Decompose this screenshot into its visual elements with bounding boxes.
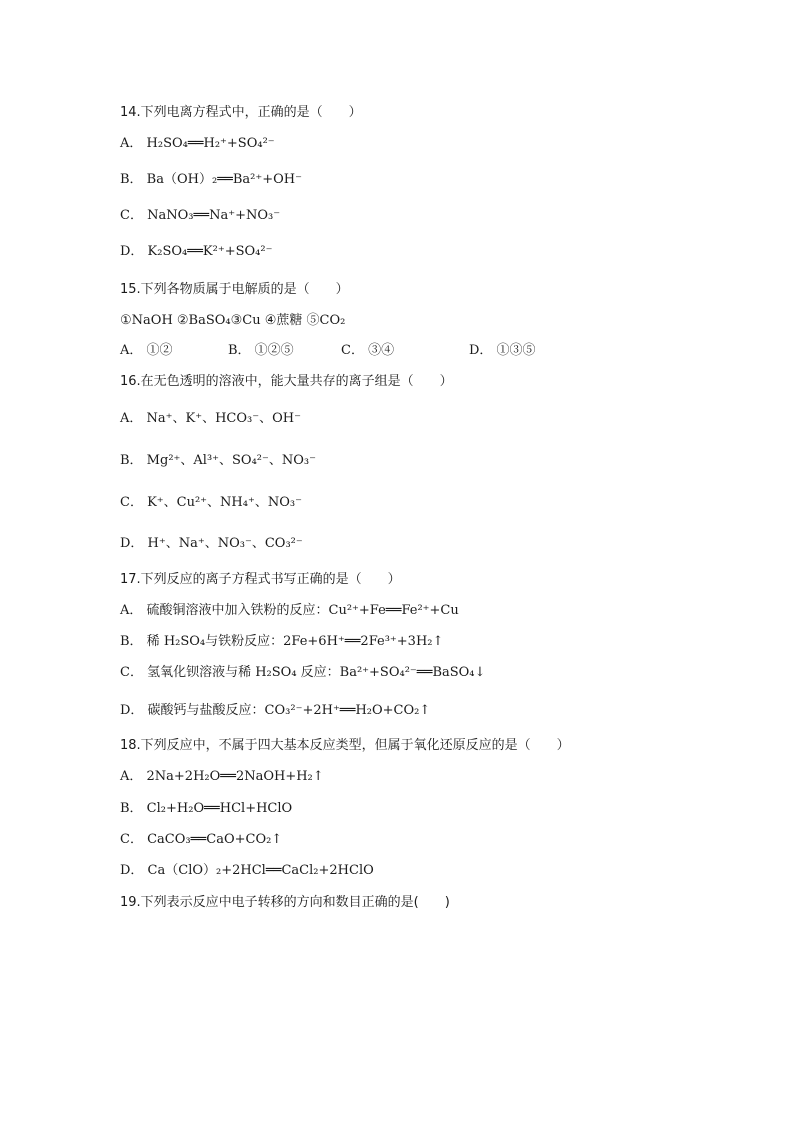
q18-option-d: D． Ca（ClO）₂+2HCl══CaCl₂+2HClO [120,863,374,878]
q17-option-b: B． 稀 H₂SO₄与铁粉反应：2Fe+6H⁺══2Fe³⁺+3H₂↑ [120,634,444,649]
q17-option-c: C． 氢氧化钡溶液与稀 H₂SO₄ 反应：Ba²⁺+SO₄²⁻══BaSO₄↓ [120,665,486,680]
q15-option-a: A． ①② [120,343,173,358]
q14-option-b: B． Ba（OH）₂══Ba²⁺+OH⁻ [120,172,302,187]
q18-option-b: B． Cl₂+H₂O══HCl+HClO [120,801,293,816]
q16-option-d: D． H⁺、Na⁺、NO₃⁻、CO₃²⁻ [120,536,303,551]
q19-stem: 19.下列表示反应中电子转移的方向和数目正确的是( ) [120,895,450,910]
q15-option-b: B． ①②⑤ [228,343,294,358]
q18-option-c: C． CaCO₃══CaO+CO₂↑ [120,832,283,847]
q17-option-a: A． 硫酸铜溶液中加入铁粉的反应：Cu²⁺+Fe══Fe²⁺+Cu [120,603,459,618]
q16-stem: 16.在无色透明的溶液中，能大量共存的离子组是（ ） [120,374,453,389]
q15-option-d: D． ①③⑤ [469,343,536,358]
q16-option-a: A． Na⁺、K⁺、HCO₃⁻、OH⁻ [120,411,301,426]
q14-option-c: C． NaNO₃══Na⁺+NO₃⁻ [120,208,281,223]
q14-stem: 14.下列电离方程式中，正确的是（ ） [120,105,362,120]
q15-items: ①NaOH ②BaSO₄③Cu ④蔗糖 ⑤CO₂ [120,313,346,328]
q18-stem: 18.下列反应中，不属于四大基本反应类型，但属于氧化还原反应的是（ ） [120,738,570,753]
q16-option-c: C． K⁺、Cu²⁺、NH₄⁺、NO₃⁻ [120,495,302,510]
q17-stem: 17.下列反应的离子方程式书写正确的是（ ） [120,572,401,587]
q15-option-c: C． ③④ [341,343,395,358]
q14-option-d: D． K₂SO₄══K²⁺+SO₄²⁻ [120,244,273,259]
q15-stem: 15.下列各物质属于电解质的是（ ） [120,282,349,297]
q14-option-a: A． H₂SO₄══H₂⁺+SO₄²⁻ [120,136,275,151]
q16-option-b: B． Mg²⁺、Al³⁺、SO₄²⁻、NO₃⁻ [120,453,316,468]
q18-option-a: A． 2Na+2H₂O══2NaOH+H₂↑ [120,769,324,784]
q17-option-d: D． 碳酸钙与盐酸反应：CO₃²⁻+2H⁺══H₂O+CO₂↑ [120,703,431,718]
